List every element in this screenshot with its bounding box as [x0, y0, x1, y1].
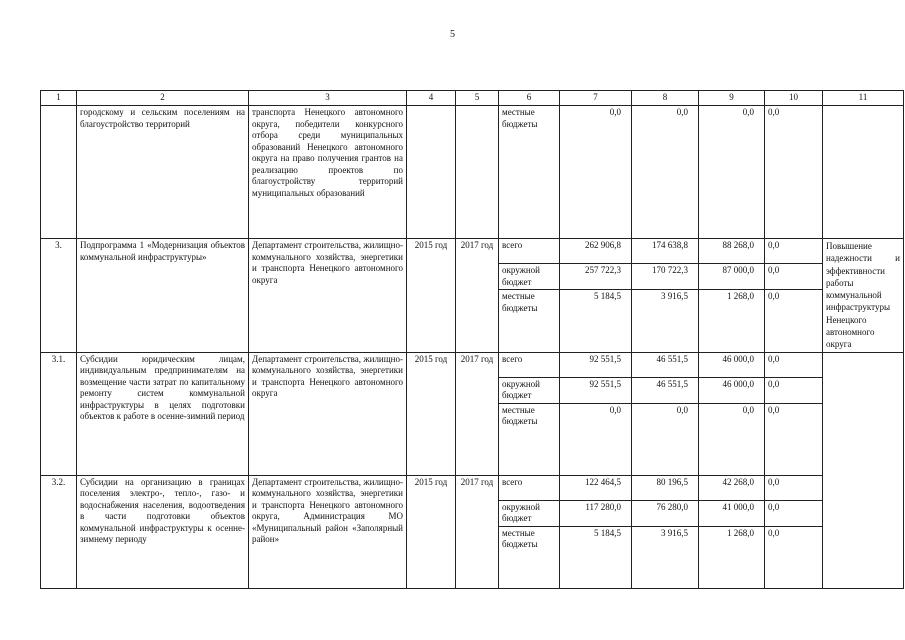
column-number: 9: [699, 91, 765, 106]
value-cell: 0,0: [560, 106, 632, 239]
value-cell: 0,0: [765, 475, 823, 500]
value-cell: 5 184,5: [560, 290, 632, 352]
executor-cell: транспорта Ненецкого автономного округа, победители конкурсного отбора среди муниципальных образований Ненецкого автономного округа на право получения грантов на реализацию проектов по благоустройству территорий муниципальных образований: [249, 106, 407, 239]
start-year-cell: [407, 106, 456, 239]
funding-source-cell: местные бюджеты: [499, 106, 560, 239]
funding-source-cell: окружной бюджет: [499, 264, 560, 290]
value-cell: 1 268,0: [699, 526, 765, 588]
table-row: [41, 475, 904, 500]
value-cell: 0,0: [765, 377, 823, 403]
end-year-cell: 2017 год: [456, 475, 499, 588]
value-cell: 41 000,0: [699, 500, 765, 526]
column-number: 11: [823, 91, 904, 106]
value-cell: 46 000,0: [699, 352, 765, 377]
funding-source-cell: местные бюджеты: [499, 403, 560, 475]
value-cell: 122 464,5: [560, 475, 632, 500]
measure-name-cell: городскому и сельским поселениям на благоустройство территорий: [77, 106, 249, 239]
value-cell: 262 906,8: [560, 239, 632, 264]
funding-source-cell: окружной бюджет: [499, 500, 560, 526]
column-number-row: [41, 91, 904, 106]
row-number-cell: 3.1.: [41, 352, 77, 475]
column-number: 10: [765, 91, 823, 106]
column-number: 8: [632, 91, 699, 106]
measure-name-cell: Субсидии юридическим лицам, индивидуальным предпринимателям на возмещение части затрат по капитальному ремонту систем коммунальной инфраструктуры в целях подготовки объектов к работе в осенне-зимний период: [77, 352, 249, 475]
start-year-cell: 2015 год: [407, 352, 456, 475]
value-cell: 0,0: [765, 500, 823, 526]
column-number: 4: [407, 91, 456, 106]
value-cell: 0,0: [765, 352, 823, 377]
result-cell: Повышение надежности и эффективности работы коммунальной инфраструктуры Ненецкого автономного округа: [823, 239, 904, 353]
table-row: [41, 352, 904, 377]
row-number-cell: 3.2.: [41, 475, 77, 588]
measure-name-cell: Подпрограмма 1 «Модернизация объектов коммунальной инфраструктуры»: [77, 239, 249, 353]
measure-name-cell: Субсидии на организацию в границах поселения электро-, тепло-, газо- и водоснабжения населения, водоотведения в части подготовки объектов коммунальной инфраструктуры к осенне-зимнему периоду: [77, 475, 249, 588]
column-number: 5: [456, 91, 499, 106]
value-cell: 174 638,8: [632, 239, 699, 264]
value-cell: 3 916,5: [632, 526, 699, 588]
table-row: [41, 239, 904, 264]
executor-cell: Департамент строительства, жилищно-коммунального хозяйства, энергетики и транспорта Ненецкого автономного округа: [249, 352, 407, 475]
funding-source-cell: местные бюджеты: [499, 290, 560, 352]
value-cell: 0,0: [560, 403, 632, 475]
column-number: 6: [499, 91, 560, 106]
start-year-cell: 2015 год: [407, 239, 456, 353]
value-cell: 0,0: [765, 290, 823, 352]
value-cell: 0,0: [765, 403, 823, 475]
row-number-cell: [41, 106, 77, 239]
value-cell: 117 280,0: [560, 500, 632, 526]
value-cell: 170 722,3: [632, 264, 699, 290]
value-cell: 0,0: [699, 106, 765, 239]
funding-source-cell: всего: [499, 352, 560, 377]
column-number: 3: [249, 91, 407, 106]
value-cell: 87 000,0: [699, 264, 765, 290]
value-cell: 92 551,5: [560, 377, 632, 403]
value-cell: 5 184,5: [560, 526, 632, 588]
executor-cell: Департамент строительства, жилищно-коммунального хозяйства, энергетики и транспорта Ненецкого автономного округа, Администрация МО «Муниципальный район «Заполярный район»: [249, 475, 407, 588]
value-cell: 46 551,5: [632, 377, 699, 403]
value-cell: 257 722,3: [560, 264, 632, 290]
result-cell: [823, 106, 904, 239]
value-cell: 0,0: [765, 526, 823, 588]
value-cell: 92 551,5: [560, 352, 632, 377]
column-number: 1: [41, 91, 77, 106]
end-year-cell: [456, 106, 499, 239]
result-cell: [823, 352, 904, 588]
funding-source-cell: всего: [499, 239, 560, 264]
end-year-cell: 2017 год: [456, 352, 499, 475]
value-cell: 0,0: [765, 106, 823, 239]
column-number: 2: [77, 91, 249, 106]
funding-source-cell: всего: [499, 475, 560, 500]
value-cell: 46 551,5: [632, 352, 699, 377]
value-cell: 46 000,0: [699, 377, 765, 403]
page-number: 5: [450, 29, 455, 40]
funding-source-cell: местные бюджеты: [499, 526, 560, 588]
end-year-cell: 2017 год: [456, 239, 499, 353]
executor-cell: Департамент строительства, жилищно-коммунального хозяйства, энергетики и транспорта Ненецкого автономного округа: [249, 239, 407, 353]
value-cell: 80 196,5: [632, 475, 699, 500]
row-number-cell: 3.: [41, 239, 77, 353]
value-cell: 76 280,0: [632, 500, 699, 526]
table-row-continuation: [41, 106, 904, 239]
value-cell: 0,0: [765, 239, 823, 264]
value-cell: 88 268,0: [699, 239, 765, 264]
column-number: 7: [560, 91, 632, 106]
value-cell: 0,0: [765, 264, 823, 290]
value-cell: 0,0: [632, 106, 699, 239]
value-cell: 3 916,5: [632, 290, 699, 352]
program-table: [40, 90, 904, 589]
value-cell: 0,0: [699, 403, 765, 475]
start-year-cell: 2015 год: [407, 475, 456, 588]
funding-source-cell: окружной бюджет: [499, 377, 560, 403]
value-cell: 1 268,0: [699, 290, 765, 352]
value-cell: 42 268,0: [699, 475, 765, 500]
value-cell: 0,0: [632, 403, 699, 475]
